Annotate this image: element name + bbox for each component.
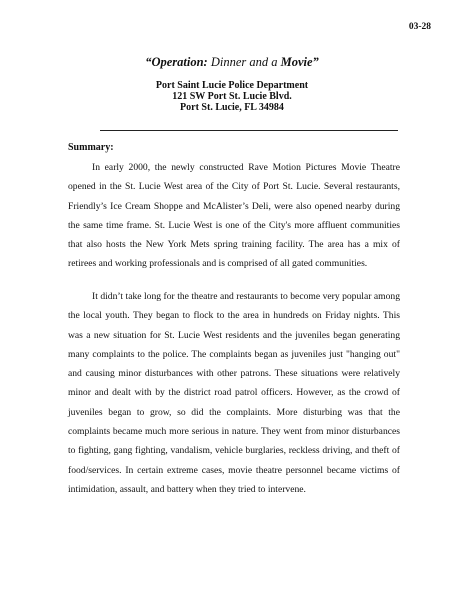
title-middle: Dinner and a (207, 55, 281, 69)
title-close-quote: ” (312, 55, 319, 69)
summary-paragraph: It didn’t take long for the theatre and restaurants to become very popular among the local youth. They began to flock to the area in hundreds on Friday nights. This was a new situation for St. Lucie West residents and the juveniles began generating many complaints to the police. The complaints began as juveniles just "hanging out" and causing minor disturbances with other patrons. These situations were relatively minor and dealt with by the district road patrol officers. However, as the crowd of juveniles began to grow, so did the complaints. More disturbing was that the complaints became much more serious in nature. They went from minor disturbances to fighting, gang fighting, vandalism, vehicle burglaries, reckless driving, and theft of food/services. In certain extreme cases, movie theatre personnel became victims of intimidation, assault, and battery when they tried to intervene. (68, 291, 400, 495)
department-name: Port Saint Lucie Police Department (155, 80, 309, 91)
title-movie: Movie (280, 55, 313, 69)
summary-heading: Summary: (68, 142, 114, 153)
page-number: 03-28 (408, 22, 431, 32)
document-title (0, 55, 464, 70)
address-line-2: Port St. Lucie, FL 34984 (180, 102, 284, 113)
title-operation: “Operation: (145, 55, 208, 69)
address-line-1: 121 SW Port St. Lucie Blvd. (172, 91, 292, 102)
summary-paragraph: In early 2000, the newly constructed Rave Motion Pictures Movie Theatre opened in the St. Lucie West area of the City of Port St. Lucie. Several restaurants, Friendly’s Ice Cream Shoppe and McAlister’s Deli, were also opened nearby during the same time frame. St. Lucie West is one of the City's more affluent communities that also hosts the New York Mets spring training facility. The area has a mix of retirees and working professionals and is comprised of all gated communities. (68, 162, 400, 270)
horizontal-divider (100, 130, 398, 131)
agency-header (0, 80, 464, 113)
